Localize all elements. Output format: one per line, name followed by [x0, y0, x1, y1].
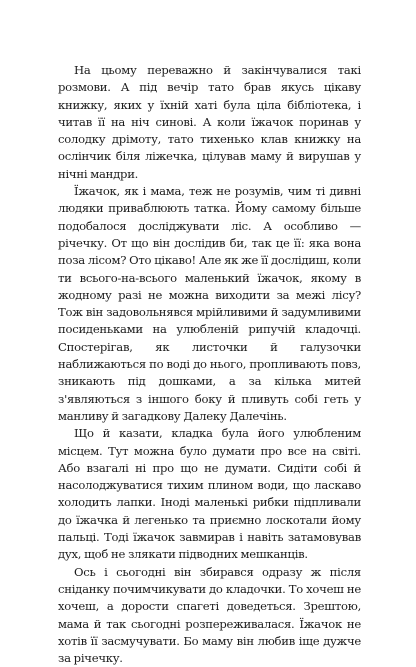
paragraph-2: Їжачок, як і мама, теж не розумів, чим ті дивні людяки приваблюють татка. Йому самому більше подобалося досліджувати ліс. А особливо — річечку. От що він дослідив би, так це її: яка вона поза лісом? Ото цікаво! Але як же її дослідиш, коли ти всього-на-всього маленький їжачок, якому в жодному разі не можна виходити за межі лісу? Тож він задовольнявся мрійливими й задумливими посиденьками на улюбленій рипучій кладочці. Спостерігав, як листочки й галузочки наближаються по воді до нього, пропливають повз, зникають під дошками, а за кілька митей з'являються з іншого боку й пливуть собі геть у манливу й загадкову Далеку Далечінь.	[58, 184, 361, 423]
paragraph-1: На цьому переважно й закінчувалися такі розмови. А під вечір тато брав якусь цікаву книжку, яких у їхній хаті була ціла бібліотека, і читав її на ніч синові. А коли їжачок поринав у солодку дрімоту, тато тихенько клав книжку на ослінчик біля ліжечка, цілував маму й вирушав у нічні мандри.	[58, 63, 361, 181]
paragraph-3: Що й казати, кладка була його улюбленим місцем. Тут можна було думати про все на світі. Або взагалі ні про що не думати. Сидіти собі й насолоджуватися тихим плином води, що ласкаво холодить лапки. Іноді маленькі рибки підпливали до їжачка й легенько та приємно лоскотали йому пальці. Тоді їжачок завмирав і навіть затамовував дух, щоб не злякати підводних мешканців.	[58, 426, 361, 562]
paragraph-4: Ось і сьогодні він збирався одразу ж після сніданку почимчикувати до кладочки. То хочеш не хочеш, а дорости спагеті доведеться. Зрештою, мама й так сьогодні розпереживалася. Їжачок не хотів її засмучувати. Бо маму він любив іще дужче за річечку.	[58, 564, 361, 666]
